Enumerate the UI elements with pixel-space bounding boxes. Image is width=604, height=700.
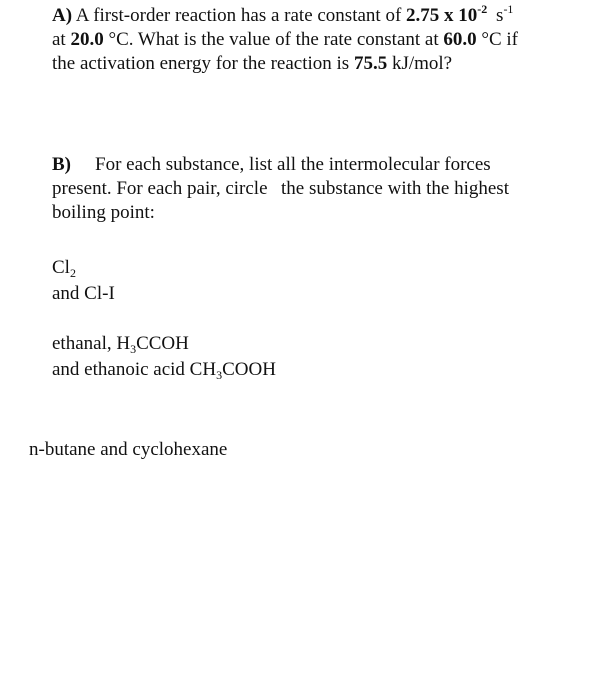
chlorine-formula: Cl xyxy=(52,257,70,278)
question-a-text-1: A first-order reaction has a rate constant of xyxy=(75,5,402,26)
question-a-text-3a: the activation energy for the reaction is xyxy=(52,53,350,74)
butane-cyclohexane: n-butane and cyclohexane xyxy=(29,439,228,460)
pair-1-substance-b xyxy=(52,282,115,306)
rate-unit-exponent: -1 xyxy=(503,2,514,16)
ethanal-subscript: 3 xyxy=(130,342,137,356)
pair-3 xyxy=(29,438,227,462)
question-a-text-2c: °C if xyxy=(481,29,519,50)
question-a-line-3 xyxy=(52,52,518,76)
activation-energy: 75.5 xyxy=(353,53,388,74)
question-b-text-2a: present. For each pair, circle xyxy=(52,178,268,199)
pair-2-substance-b xyxy=(52,358,276,382)
question-a xyxy=(52,4,518,76)
question-a-line-1 xyxy=(52,4,518,28)
question-b-line-2 xyxy=(52,177,509,201)
question-b-text-1: For each substance, list all the intermolecular forces xyxy=(95,154,491,175)
question-a-label: A) xyxy=(52,5,73,26)
rate-constant-mantissa: 2.75 x 10 xyxy=(406,5,478,26)
question-b-text-3: boiling point: xyxy=(52,202,155,223)
ethanoic-acid-subscript: 3 xyxy=(216,368,223,382)
chlorine-subscript: 2 xyxy=(69,266,76,280)
ethanal-pre: ethanal, H xyxy=(52,333,131,354)
pair-1-substance-a xyxy=(52,256,76,280)
question-a-text-2b: °C. What is the value of the rate constant at xyxy=(108,29,439,50)
question-b-line-3 xyxy=(52,201,509,225)
question-b-line-1 xyxy=(52,153,509,177)
pair-2-substance-a xyxy=(52,332,189,356)
rate-constant-exponent: -2 xyxy=(477,2,488,16)
ethanoic-acid-post: COOH xyxy=(222,359,276,380)
question-a-line-2 xyxy=(52,28,518,52)
rate-constant-value xyxy=(406,2,488,26)
temperature-2: 60.0 xyxy=(443,29,477,50)
question-b xyxy=(52,153,509,225)
ethanoic-acid-pre: and ethanoic acid CH xyxy=(52,359,217,380)
ethanal-post: CCOH xyxy=(136,333,189,354)
iodine-monochloride: and Cl-I xyxy=(52,283,115,304)
question-a-text-3b: kJ/mol? xyxy=(391,53,453,74)
temperature-1: 20.0 xyxy=(70,29,104,50)
question-b-label: B) xyxy=(52,154,71,175)
rate-unit: s xyxy=(496,5,504,26)
question-b-text-2b: the substance with the highest xyxy=(281,178,509,199)
question-a-text-2a: at xyxy=(52,29,66,50)
